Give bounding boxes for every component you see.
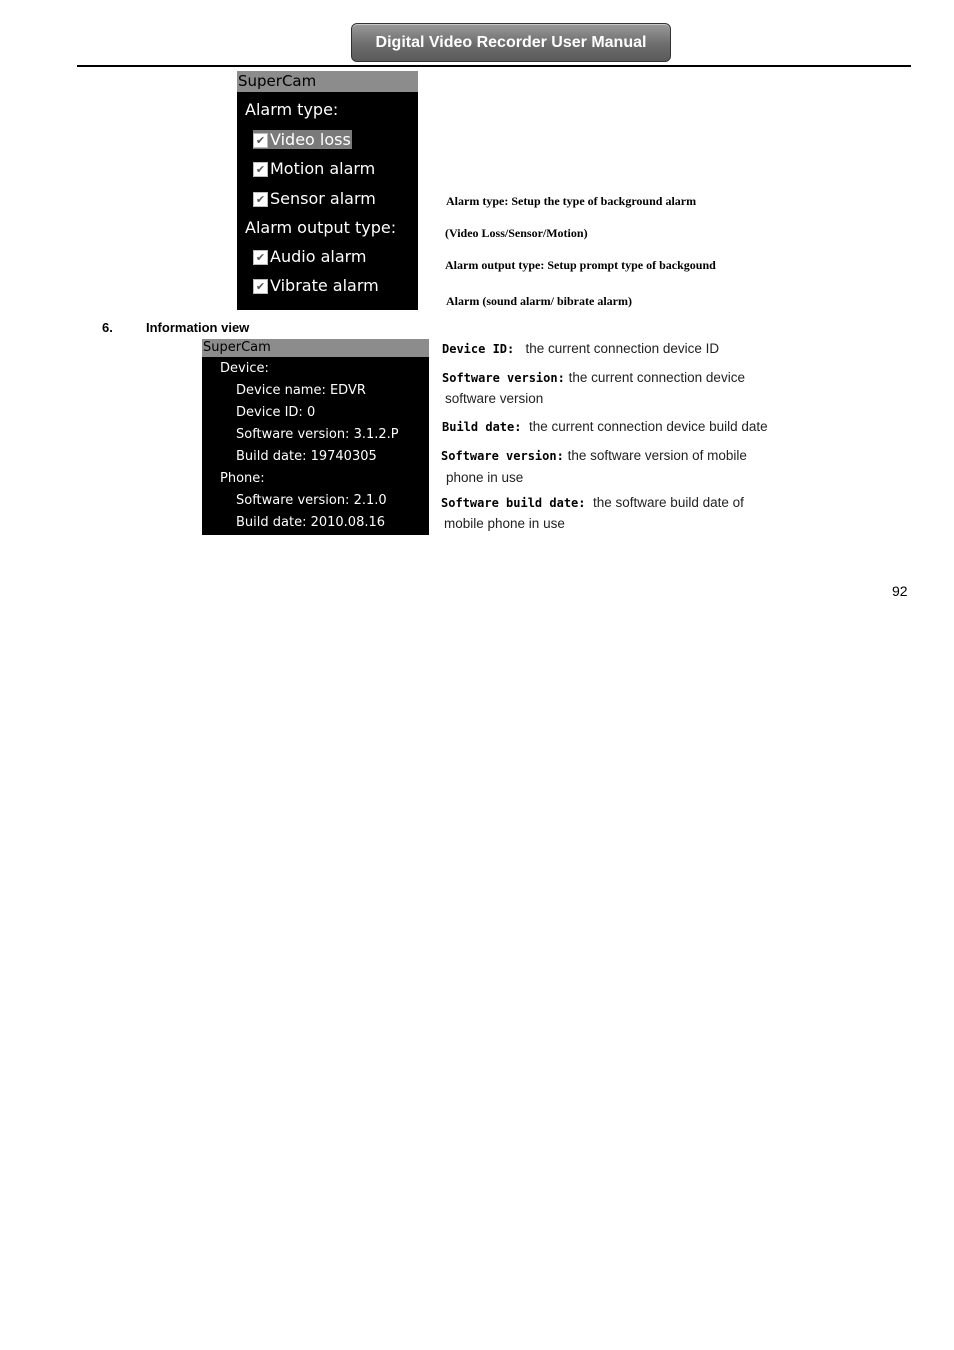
app-title: SuperCam [238,72,317,90]
alarm-output-vibrate[interactable] [253,276,379,295]
definition: the software version of mobile [567,448,747,463]
alarm-desc-line: Alarm type: Setup the type of background alarm [446,194,697,208]
definition: the current connection device build date [529,419,768,434]
app-title: SuperCam [203,340,271,355]
device-name: Device name: EDVR [236,383,366,398]
app-title-bar [202,339,429,357]
device-software-version: Software version: 3.1.2.P [236,427,399,442]
checkbox-checked-icon[interactable]: ✔ [253,162,268,177]
checkbox-checked-icon[interactable]: ✔ [253,133,268,148]
info-desc-software-build-date [441,495,744,510]
checkbox-checked-icon[interactable]: ✔ [253,279,268,294]
manual-title-badge: Digital Video Recorder User Manual [351,23,671,62]
header-divider [77,65,911,67]
alarm-type-motion[interactable] [253,159,375,178]
phone-software-version: Software version: 2.1.0 [236,493,387,508]
option-label: Motion alarm [270,159,376,178]
section-number: 6. [102,320,113,335]
term: Software build date: [441,496,586,510]
device-label: Device: [220,361,269,376]
phone-label: Phone: [220,471,265,486]
option-label: Vibrate alarm [270,276,379,295]
option-label: Sensor alarm [270,189,376,208]
selected-row-highlight [253,130,352,149]
alarm-desc-line: Alarm output type: Setup prompt type of backgound [445,258,716,272]
info-desc-continuation: phone in use [446,470,524,485]
term: Device ID: [442,342,515,356]
option-label: Audio alarm [270,247,367,266]
alarm-type-sensor[interactable] [253,189,376,208]
alarm-desc-line: Alarm (sound alarm/ bibrate alarm) [446,294,632,308]
page-number: 92 [892,583,908,599]
app-title-bar [237,71,418,92]
checkbox-checked-icon[interactable]: ✔ [253,192,268,207]
definition: the current connection device ID [525,341,720,356]
device-id: Device ID: 0 [236,405,316,420]
term: Software version: [441,449,564,463]
alarm-settings-screen [237,71,418,310]
info-desc-continuation: mobile phone in use [444,516,565,531]
alarm-output-audio[interactable] [253,247,367,266]
option-label: Video loss [270,130,351,149]
checkbox-checked-icon[interactable]: ✔ [253,250,268,265]
section-title: Information view [146,320,250,335]
device-build-date: Build date: 19740305 [236,449,377,464]
term: Build date: [442,420,522,434]
definition: the software build date of [593,495,744,510]
phone-build-date: Build date: 2010.08.16 [236,515,386,530]
info-desc-software-version [442,370,745,385]
information-view-screen [202,339,429,535]
info-desc-build-date [442,419,768,434]
alarm-type-video-loss[interactable] [253,130,352,149]
definition: the current connection device [568,370,745,385]
term: Software version: [442,371,565,385]
info-desc-continuation: software version [445,391,544,406]
alarm-desc-line: (Video Loss/Sensor/Motion) [445,226,588,240]
alarm-type-label: Alarm type: [245,100,339,119]
info-desc-device-id [442,341,719,356]
alarm-output-label: Alarm output type: [245,218,397,237]
info-desc-phone-software-version [441,448,747,463]
